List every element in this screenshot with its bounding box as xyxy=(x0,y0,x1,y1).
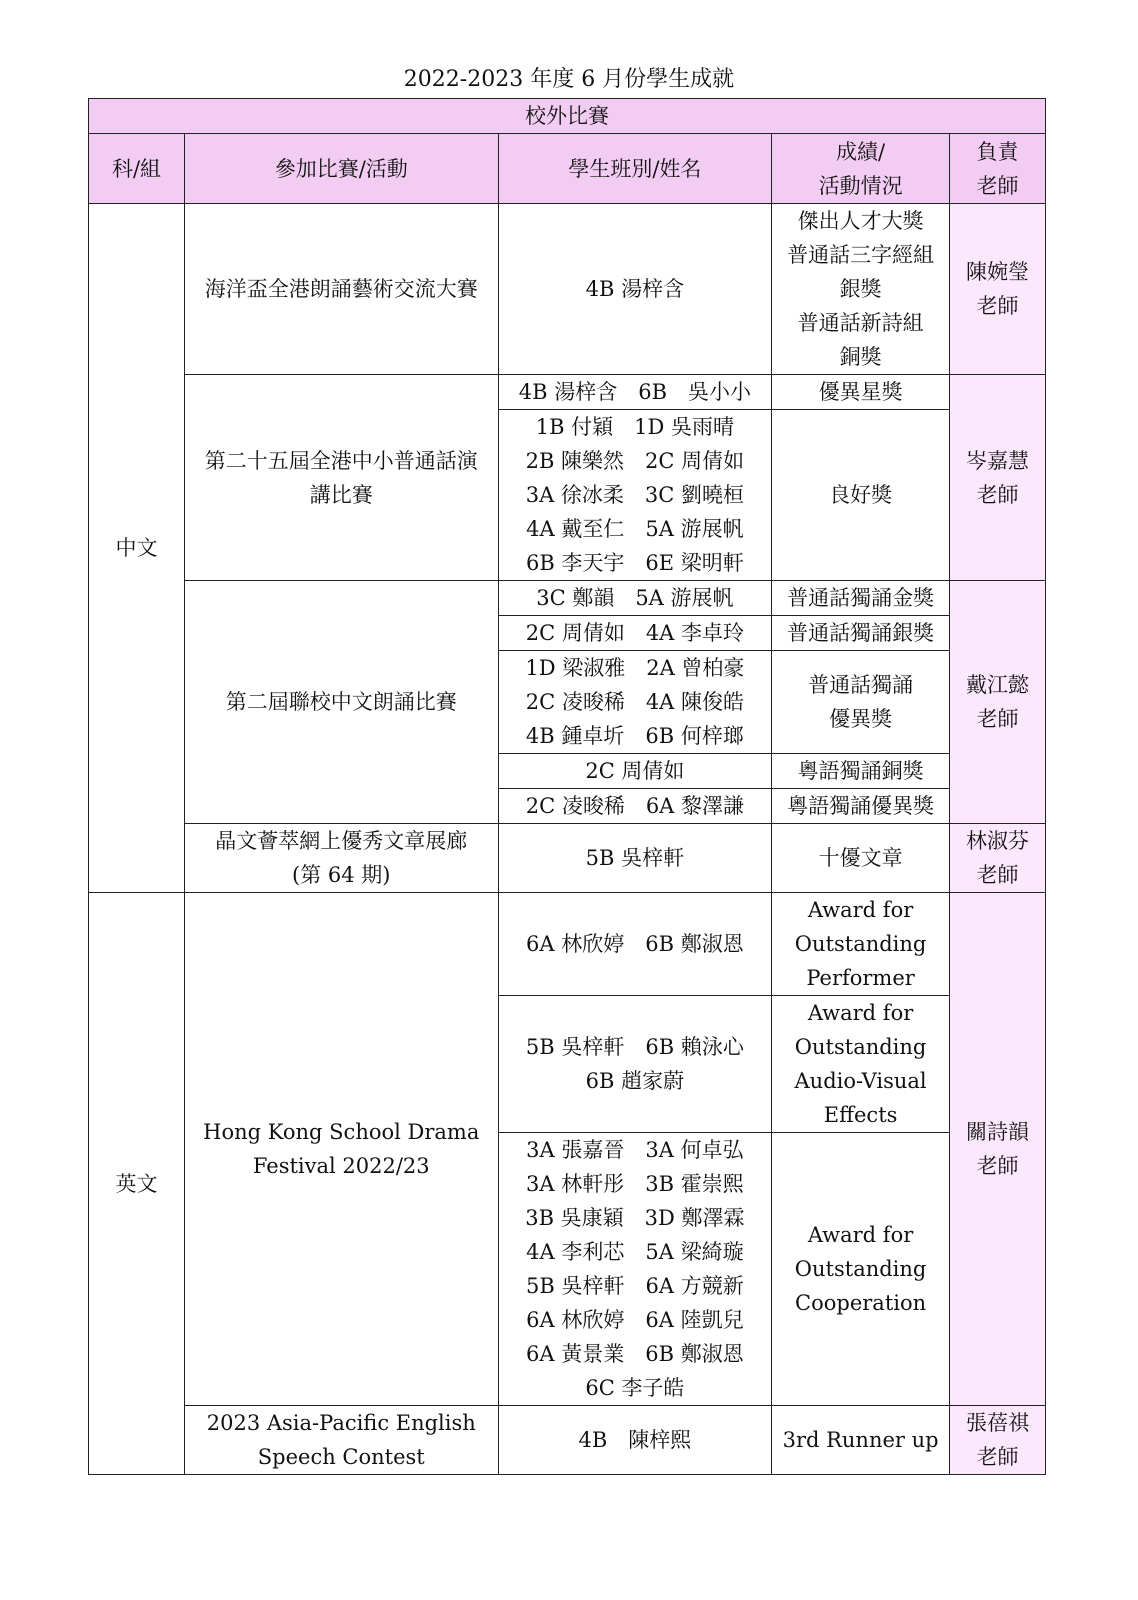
result-cell xyxy=(772,996,950,1133)
header-students: 學生班別/姓名 xyxy=(498,134,772,204)
teacher-cell xyxy=(949,1406,1045,1475)
competition-name-line: 晶文薈萃網上優秀文章展廊 xyxy=(215,829,468,853)
header-subject: 科/組 xyxy=(89,134,185,204)
result-cell: 3rd Runner up xyxy=(772,1406,950,1475)
page-title: 2022-2023 年度 6 月份學生成就 xyxy=(403,67,735,92)
teacher-cell xyxy=(949,893,1045,1406)
result-cell xyxy=(772,893,950,996)
student-line: 3A 張嘉晉 3A 何卓弘 xyxy=(526,1138,744,1162)
result-cell: 優異星獎 xyxy=(772,375,950,410)
result-line: Award for xyxy=(807,1223,914,1247)
student-list xyxy=(498,1133,772,1406)
result-line: Audio-Visual xyxy=(794,1069,927,1093)
student-line: 1D 梁淑雅 2A 曾柏豪 xyxy=(525,656,745,680)
result-cell: 普通話獨誦金獎 xyxy=(772,581,950,616)
competition-name-line: 講比賽 xyxy=(309,482,373,507)
header-result-line1: 成績/ xyxy=(836,139,886,164)
teacher-title: 老師 xyxy=(976,1445,1019,1469)
result-cell: 粵語獨誦優異獎 xyxy=(772,789,950,824)
competition-name xyxy=(185,893,499,1406)
section-title: 校外比賽 xyxy=(89,99,1046,134)
student-line: 4A 戴至仁 5A 游展帆 xyxy=(526,517,744,541)
result-line: 普通話三字經組 xyxy=(787,243,935,267)
student-list: 4B 陳梓熙 xyxy=(498,1406,772,1475)
student-line: 3B 吳康穎 3D 鄭澤霖 xyxy=(525,1206,745,1230)
student-list xyxy=(498,410,772,581)
header-result xyxy=(772,134,950,204)
student-list: 4B 湯梓含 xyxy=(498,204,772,375)
result-line: Outstanding xyxy=(794,1257,927,1281)
student-list: 6A 林欣婷 6B 鄭淑恩 xyxy=(498,893,772,996)
teacher-name: 陳婉瑩 xyxy=(965,260,1029,284)
result-cell: 普通話獨誦銀獎 xyxy=(772,616,950,651)
subject-english: 英文 xyxy=(89,893,185,1475)
student-line: 6A 林欣婷 6A 陸凱兒 xyxy=(526,1308,744,1332)
student-line: 2C 凌晙稀 4A 陳俊皓 xyxy=(525,690,745,714)
student-line: 6B 李天宇 6E 梁明軒 xyxy=(525,551,744,575)
student-line: 3A 林軒彤 3B 霍崇熙 xyxy=(526,1172,744,1196)
student-line: 6B 趙家蔚 xyxy=(585,1069,685,1093)
result-line: Outstanding xyxy=(794,1035,927,1059)
teacher-cell xyxy=(949,824,1045,893)
student-line: 3A 徐冰柔 3C 劉曉桓 xyxy=(525,483,745,507)
result-line: Performer xyxy=(806,966,915,990)
teacher-name: 林淑芬 xyxy=(965,829,1029,853)
competition-name: 海洋盃全港朗誦藝術交流大賽 xyxy=(185,204,499,375)
teacher-cell xyxy=(949,204,1045,375)
teacher-name: 戴江懿 xyxy=(965,673,1029,697)
teacher-cell xyxy=(949,375,1045,581)
student-line: 5B 吳梓軒 6B 賴泳心 xyxy=(525,1035,744,1059)
competition-name-line: Hong Kong School Drama xyxy=(203,1120,480,1144)
student-list: 3C 鄭韻 5A 游展帆 xyxy=(498,581,772,616)
student-line: 4A 李利芯 5A 梁綺璇 xyxy=(526,1240,744,1264)
result-line: 銀獎 xyxy=(839,277,882,301)
header-row xyxy=(89,134,1046,204)
result-cell xyxy=(772,204,950,375)
student-line: 2B 陳樂然 2C 周倩如 xyxy=(525,449,745,473)
student-list xyxy=(498,651,772,754)
result-line: 普通話新詩組 xyxy=(797,311,924,335)
result-line: Award for xyxy=(807,1001,914,1025)
teacher-title: 老師 xyxy=(976,294,1019,318)
teacher-name: 張蓓祺 xyxy=(965,1411,1029,1435)
student-list: 2C 凌晙稀 6A 黎澤謙 xyxy=(498,789,772,824)
subject-chinese: 中文 xyxy=(89,204,185,893)
student-line: 4B 鍾卓圻 6B 何梓瑯 xyxy=(525,724,744,748)
result-line: Cooperation xyxy=(795,1291,927,1315)
result-line: Award for xyxy=(807,898,914,922)
result-cell xyxy=(772,651,950,754)
header-result-line2: 活動情況 xyxy=(818,173,903,198)
teacher-title: 老師 xyxy=(976,863,1019,887)
achievements-table xyxy=(88,98,1046,1475)
result-cell: 良好獎 xyxy=(772,410,950,581)
student-line: 6A 黃景業 6B 鄭淑恩 xyxy=(526,1342,744,1366)
competition-name-line: Festival 2022/23 xyxy=(252,1154,430,1178)
competition-name-line: (第 64 期) xyxy=(292,863,391,887)
competition-name: 第二屆聯校中文朗誦比賽 xyxy=(185,581,499,824)
result-line: 優異獎 xyxy=(829,707,893,731)
student-line: 6C 李子皓 xyxy=(585,1376,685,1400)
result-cell xyxy=(772,1133,950,1406)
result-cell: 粵語獨誦銅獎 xyxy=(772,754,950,789)
competition-name xyxy=(185,824,499,893)
teacher-title: 老師 xyxy=(976,482,1019,507)
result-line: 銅獎 xyxy=(839,345,882,369)
competition-name-line: Speech Contest xyxy=(257,1445,425,1469)
competition-name-line: 2023 Asia-Pacific English xyxy=(206,1411,476,1435)
header-teacher-line1: 負責 xyxy=(976,139,1019,164)
student-list: 2C 周倩如 xyxy=(498,754,772,789)
header-teacher xyxy=(949,134,1045,204)
teacher-cell xyxy=(949,581,1045,824)
teacher-title: 老師 xyxy=(976,707,1019,731)
teacher-name: 岑嘉慧 xyxy=(965,448,1029,473)
student-list: 4B 湯梓含 6B 吳小小 xyxy=(498,375,772,410)
result-line: 傑出人才大獎 xyxy=(797,209,924,233)
result-line: Effects xyxy=(823,1103,898,1127)
student-line: 1B 付穎 1D 吳雨晴 xyxy=(535,415,735,439)
competition-name xyxy=(185,1406,499,1475)
header-teacher-line2: 老師 xyxy=(976,173,1019,198)
result-cell: 十優文章 xyxy=(772,824,950,893)
competition-name xyxy=(185,375,499,581)
student-list xyxy=(498,996,772,1133)
competition-name-line: 第二十五屆全港中小普通話演 xyxy=(204,448,478,473)
teacher-name: 關詩韻 xyxy=(965,1120,1029,1144)
student-line: 5B 吳梓軒 6A 方競新 xyxy=(526,1274,744,1298)
student-list: 2C 周倩如 4A 李卓玲 xyxy=(498,616,772,651)
header-competition: 參加比賽/活動 xyxy=(185,134,499,204)
result-line: 普通話獨誦 xyxy=(808,673,914,697)
result-line: Outstanding xyxy=(794,932,927,956)
student-list: 5B 吳梓軒 xyxy=(498,824,772,893)
teacher-title: 老師 xyxy=(976,1154,1019,1178)
